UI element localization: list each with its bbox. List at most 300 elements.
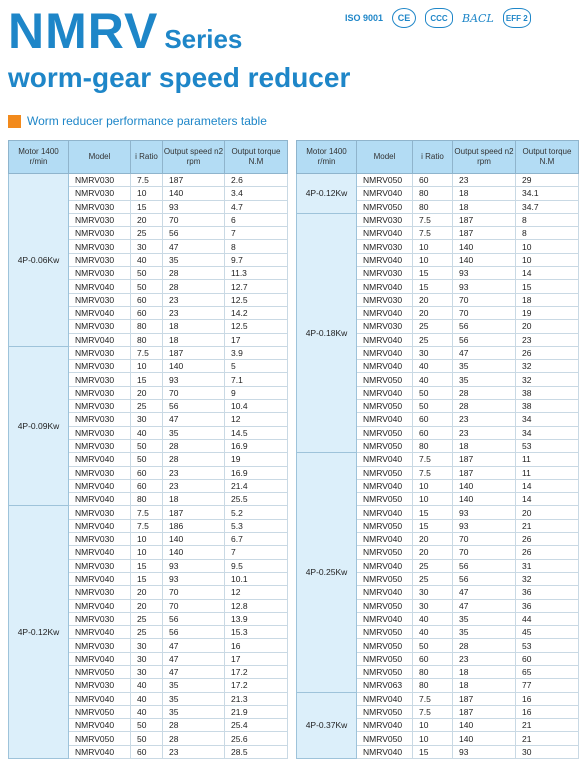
speed-cell: 35	[163, 692, 225, 705]
ratio-cell: 30	[131, 413, 163, 426]
speed-cell: 187	[163, 346, 225, 359]
ratio-cell: 40	[131, 692, 163, 705]
ratio-cell: 80	[131, 493, 163, 506]
model-cell: NMRV030	[357, 293, 413, 306]
speed-cell: 47	[453, 586, 516, 599]
speed-cell: 18	[453, 665, 516, 678]
table-row	[297, 174, 579, 187]
header-motor: Motor 1400 r/min	[297, 141, 357, 174]
model-cell: NMRV030	[69, 174, 131, 187]
ratio-cell: 60	[413, 426, 453, 439]
ratio-cell: 7.5	[413, 453, 453, 466]
speed-cell: 23	[163, 293, 225, 306]
ratio-cell: 10	[413, 479, 453, 492]
model-cell: NMRV050	[357, 652, 413, 665]
speed-cell: 93	[163, 200, 225, 213]
model-cell: NMRV040	[69, 626, 131, 639]
model-cell: NMRV030	[69, 373, 131, 386]
model-cell: NMRV050	[357, 466, 413, 479]
ratio-cell: 25	[131, 227, 163, 240]
speed-cell: 28	[163, 732, 225, 745]
motor-cell: 4P-0.25Kw	[297, 453, 357, 692]
model-cell: NMRV040	[69, 599, 131, 612]
ratio-cell: 20	[131, 599, 163, 612]
torque-cell: 34.1	[516, 187, 579, 200]
model-cell: NMRV030	[69, 240, 131, 253]
speed-cell: 47	[163, 639, 225, 652]
torque-cell: 2.6	[225, 174, 288, 187]
torque-cell: 77	[516, 679, 579, 692]
ratio-cell: 30	[413, 346, 453, 359]
model-cell: NMRV040	[357, 187, 413, 200]
speed-cell: 70	[453, 546, 516, 559]
speed-cell: 35	[453, 373, 516, 386]
torque-cell: 17.2	[225, 679, 288, 692]
ratio-cell: 15	[413, 280, 453, 293]
speed-cell: 56	[453, 320, 516, 333]
model-cell: NMRV040	[357, 612, 413, 625]
ratio-cell: 60	[131, 306, 163, 319]
torque-cell: 17	[225, 652, 288, 665]
speed-cell: 56	[163, 612, 225, 625]
speed-cell: 56	[453, 559, 516, 572]
speed-cell: 187	[453, 692, 516, 705]
speed-cell: 28	[163, 719, 225, 732]
model-cell: NMRV030	[69, 439, 131, 452]
torque-cell: 7	[225, 546, 288, 559]
speed-cell: 23	[163, 479, 225, 492]
certification-logos	[345, 8, 531, 28]
torque-cell: 53	[516, 639, 579, 652]
ratio-cell: 10	[413, 493, 453, 506]
torque-cell: 29	[516, 174, 579, 187]
ratio-cell: 15	[413, 519, 453, 532]
table-row	[297, 692, 579, 705]
torque-cell: 30	[516, 745, 579, 758]
speed-cell: 47	[163, 665, 225, 678]
motor-cell: 4P-0.12Kw	[297, 174, 357, 214]
ratio-cell: 50	[413, 400, 453, 413]
model-cell: NMRV030	[69, 506, 131, 519]
torque-cell: 38	[516, 386, 579, 399]
page-title	[8, 3, 243, 59]
model-cell: NMRV040	[69, 306, 131, 319]
torque-cell: 31	[516, 559, 579, 572]
speed-cell: 18	[453, 439, 516, 452]
title-main: NMRV	[8, 3, 159, 59]
speed-cell: 140	[453, 732, 516, 745]
model-cell: NMRV030	[69, 586, 131, 599]
model-cell: NMRV050	[357, 732, 413, 745]
speed-cell: 28	[163, 453, 225, 466]
torque-cell: 12.5	[225, 293, 288, 306]
torque-cell: 9.5	[225, 559, 288, 572]
torque-cell: 45	[516, 626, 579, 639]
model-cell: NMRV040	[69, 519, 131, 532]
speed-cell: 140	[453, 253, 516, 266]
torque-cell: 34.7	[516, 200, 579, 213]
ratio-cell: 10	[413, 732, 453, 745]
ratio-cell: 20	[131, 386, 163, 399]
ratio-cell: 15	[131, 373, 163, 386]
torque-cell: 10.4	[225, 400, 288, 413]
torque-cell: 9.7	[225, 253, 288, 266]
model-cell: NMRV030	[69, 187, 131, 200]
ratio-cell: 25	[413, 320, 453, 333]
speed-cell: 23	[453, 652, 516, 665]
table-header-row	[9, 141, 288, 174]
ratio-cell: 50	[131, 453, 163, 466]
torque-cell: 16	[225, 639, 288, 652]
torque-cell: 25.6	[225, 732, 288, 745]
ratio-cell: 80	[413, 679, 453, 692]
torque-cell: 14	[516, 493, 579, 506]
header-speed: Output speed n2 rpm	[453, 141, 516, 174]
model-cell: NMRV030	[69, 400, 131, 413]
header-ratio: i Ratio	[131, 141, 163, 174]
torque-cell: 21	[516, 519, 579, 532]
model-cell: NMRV050	[357, 626, 413, 639]
ratio-cell: 40	[413, 360, 453, 373]
ratio-cell: 60	[131, 466, 163, 479]
torque-cell: 12	[225, 413, 288, 426]
model-cell: NMRV040	[357, 692, 413, 705]
speed-cell: 140	[453, 479, 516, 492]
model-cell: NMRV030	[69, 360, 131, 373]
torque-cell: 8	[516, 227, 579, 240]
speed-cell: 18	[163, 333, 225, 346]
torque-cell: 21.9	[225, 705, 288, 718]
speed-cell: 93	[163, 559, 225, 572]
ratio-cell: 40	[131, 705, 163, 718]
speed-cell: 56	[163, 400, 225, 413]
eff2-mark-icon: EFF 2	[503, 8, 531, 28]
model-cell: NMRV040	[357, 719, 413, 732]
speed-cell: 187	[453, 705, 516, 718]
speed-cell: 187	[453, 227, 516, 240]
speed-cell: 70	[163, 213, 225, 226]
speed-cell: 140	[163, 533, 225, 546]
speed-cell: 140	[163, 546, 225, 559]
torque-cell: 17	[225, 333, 288, 346]
model-cell: NMRV040	[357, 346, 413, 359]
model-cell: NMRV050	[357, 599, 413, 612]
model-cell: NMRV063	[357, 679, 413, 692]
torque-cell: 44	[516, 612, 579, 625]
ratio-cell: 60	[131, 479, 163, 492]
torque-cell: 17.2	[225, 665, 288, 678]
torque-cell: 15	[516, 280, 579, 293]
ratio-cell: 30	[131, 665, 163, 678]
model-cell: NMRV040	[357, 745, 413, 758]
model-cell: NMRV040	[357, 559, 413, 572]
speed-cell: 70	[453, 533, 516, 546]
speed-cell: 18	[163, 493, 225, 506]
torque-cell: 14	[516, 267, 579, 280]
header-torque: Output torque N.M	[225, 141, 288, 174]
torque-cell: 53	[516, 439, 579, 452]
model-cell: NMRV050	[357, 665, 413, 678]
model-cell: NMRV030	[69, 200, 131, 213]
ratio-cell: 7.5	[413, 705, 453, 718]
speed-cell: 35	[453, 626, 516, 639]
bacl-mark-icon: BACL	[462, 11, 494, 25]
speed-cell: 56	[163, 227, 225, 240]
performance-table-right	[296, 140, 579, 759]
ratio-cell: 60	[413, 174, 453, 187]
torque-cell: 19	[225, 453, 288, 466]
ratio-cell: 25	[413, 559, 453, 572]
speed-cell: 70	[163, 586, 225, 599]
ratio-cell: 50	[131, 280, 163, 293]
torque-cell: 65	[516, 665, 579, 678]
torque-cell: 12	[225, 586, 288, 599]
ratio-cell: 15	[131, 572, 163, 585]
model-cell: NMRV030	[69, 679, 131, 692]
torque-cell: 26	[516, 546, 579, 559]
torque-cell: 36	[516, 599, 579, 612]
ratio-cell: 80	[131, 333, 163, 346]
torque-cell: 10	[516, 253, 579, 266]
ratio-cell: 30	[131, 639, 163, 652]
speed-cell: 70	[453, 306, 516, 319]
model-cell: NMRV040	[69, 479, 131, 492]
speed-cell: 93	[163, 373, 225, 386]
speed-cell: 140	[163, 360, 225, 373]
torque-cell: 23	[516, 333, 579, 346]
torque-cell: 26	[516, 346, 579, 359]
ratio-cell: 20	[131, 213, 163, 226]
section-heading	[8, 114, 267, 128]
ratio-cell: 20	[413, 546, 453, 559]
model-cell: NMRV040	[69, 745, 131, 758]
torque-cell: 11	[516, 453, 579, 466]
torque-cell: 9	[225, 386, 288, 399]
section-title: Worm reducer performance parameters table	[27, 114, 267, 128]
ratio-cell: 10	[413, 253, 453, 266]
speed-cell: 35	[453, 360, 516, 373]
model-cell: NMRV030	[357, 267, 413, 280]
table-row	[9, 506, 288, 519]
torque-cell: 14.2	[225, 306, 288, 319]
ratio-cell: 10	[131, 533, 163, 546]
motor-cell: 4P-0.18Kw	[297, 213, 357, 452]
ratio-cell: 10	[131, 360, 163, 373]
torque-cell: 3.9	[225, 346, 288, 359]
model-cell: NMRV030	[69, 346, 131, 359]
speed-cell: 18	[453, 187, 516, 200]
speed-cell: 187	[453, 453, 516, 466]
ratio-cell: 30	[413, 586, 453, 599]
model-cell: NMRV040	[357, 253, 413, 266]
speed-cell: 70	[163, 599, 225, 612]
model-cell: NMRV050	[357, 493, 413, 506]
ratio-cell: 40	[413, 612, 453, 625]
model-cell: NMRV040	[357, 506, 413, 519]
model-cell: NMRV040	[357, 306, 413, 319]
motor-cell: 4P-0.06Kw	[9, 174, 69, 347]
torque-cell: 16	[516, 705, 579, 718]
ratio-cell: 20	[413, 306, 453, 319]
ratio-cell: 50	[413, 639, 453, 652]
torque-cell: 7	[225, 227, 288, 240]
torque-cell: 20	[516, 320, 579, 333]
speed-cell: 187	[163, 174, 225, 187]
model-cell: NMRV040	[357, 413, 413, 426]
model-cell: NMRV040	[69, 453, 131, 466]
model-cell: NMRV030	[69, 533, 131, 546]
speed-cell: 140	[453, 493, 516, 506]
torque-cell: 3.4	[225, 187, 288, 200]
speed-cell: 23	[163, 466, 225, 479]
ratio-cell: 50	[131, 732, 163, 745]
table-body-right	[297, 174, 579, 759]
torque-cell: 34	[516, 426, 579, 439]
torque-cell: 14	[516, 479, 579, 492]
ratio-cell: 15	[413, 267, 453, 280]
model-cell: NMRV040	[69, 493, 131, 506]
model-cell: NMRV030	[357, 320, 413, 333]
speed-cell: 28	[163, 280, 225, 293]
speed-cell: 70	[163, 386, 225, 399]
speed-cell: 23	[163, 745, 225, 758]
speed-cell: 93	[453, 745, 516, 758]
table-row	[9, 346, 288, 359]
ratio-cell: 60	[131, 745, 163, 758]
ratio-cell: 10	[413, 240, 453, 253]
torque-cell: 10.1	[225, 572, 288, 585]
model-cell: NMRV030	[69, 559, 131, 572]
speed-cell: 28	[453, 386, 516, 399]
header-torque: Output torque N.M	[516, 141, 579, 174]
model-cell: NMRV040	[69, 719, 131, 732]
motor-cell: 4P-0.37Kw	[297, 692, 357, 758]
ratio-cell: 7.5	[131, 346, 163, 359]
speed-cell: 47	[453, 599, 516, 612]
speed-cell: 47	[163, 652, 225, 665]
model-cell: NMRV040	[69, 692, 131, 705]
torque-cell: 11.3	[225, 267, 288, 280]
torque-cell: 16	[516, 692, 579, 705]
torque-cell: 21	[516, 719, 579, 732]
torque-cell: 13.9	[225, 612, 288, 625]
ratio-cell: 25	[413, 572, 453, 585]
model-cell: NMRV040	[357, 227, 413, 240]
speed-cell: 23	[163, 306, 225, 319]
torque-cell: 12.7	[225, 280, 288, 293]
model-cell: NMRV050	[357, 572, 413, 585]
speed-cell: 47	[163, 240, 225, 253]
speed-cell: 56	[163, 626, 225, 639]
model-cell: NMRV040	[69, 572, 131, 585]
ratio-cell: 20	[413, 533, 453, 546]
model-cell: NMRV030	[69, 253, 131, 266]
ratio-cell: 60	[131, 293, 163, 306]
ratio-cell: 7.5	[413, 692, 453, 705]
speed-cell: 35	[163, 253, 225, 266]
speed-cell: 140	[453, 240, 516, 253]
model-cell: NMRV030	[69, 612, 131, 625]
model-cell: NMRV050	[357, 519, 413, 532]
speed-cell: 35	[163, 426, 225, 439]
torque-cell: 25.4	[225, 719, 288, 732]
model-cell: NMRV050	[357, 546, 413, 559]
torque-cell: 19	[516, 306, 579, 319]
torque-cell: 4.7	[225, 200, 288, 213]
model-cell: NMRV050	[357, 174, 413, 187]
ratio-cell: 60	[413, 652, 453, 665]
ratio-cell: 30	[131, 240, 163, 253]
model-cell: NMRV030	[69, 426, 131, 439]
ratio-cell: 20	[413, 293, 453, 306]
torque-cell: 38	[516, 400, 579, 413]
torque-cell: 20	[516, 506, 579, 519]
speed-cell: 56	[453, 333, 516, 346]
speed-cell: 93	[453, 267, 516, 280]
speed-cell: 35	[163, 705, 225, 718]
speed-cell: 23	[453, 413, 516, 426]
model-cell: NMRV040	[69, 280, 131, 293]
speed-cell: 23	[453, 174, 516, 187]
speed-cell: 18	[453, 679, 516, 692]
ratio-cell: 80	[413, 200, 453, 213]
model-cell: NMRV030	[69, 413, 131, 426]
model-cell: NMRV050	[357, 400, 413, 413]
speed-cell: 140	[453, 719, 516, 732]
torque-cell: 5	[225, 360, 288, 373]
ratio-cell: 40	[413, 373, 453, 386]
speed-cell: 28	[453, 639, 516, 652]
ratio-cell: 30	[131, 652, 163, 665]
ratio-cell: 40	[131, 253, 163, 266]
speed-cell: 70	[453, 293, 516, 306]
ratio-cell: 7.5	[413, 466, 453, 479]
model-cell: NMRV040	[357, 386, 413, 399]
speed-cell: 93	[453, 280, 516, 293]
model-cell: NMRV030	[69, 320, 131, 333]
torque-cell: 14.5	[225, 426, 288, 439]
page-subtitle: worm-gear speed reducer	[8, 62, 351, 93]
table-header-row	[297, 141, 579, 174]
torque-cell: 7.1	[225, 373, 288, 386]
model-cell: NMRV050	[357, 439, 413, 452]
speed-cell: 186	[163, 519, 225, 532]
torque-cell: 18	[516, 293, 579, 306]
torque-cell: 12.5	[225, 320, 288, 333]
table-row	[9, 174, 288, 187]
torque-cell: 32	[516, 360, 579, 373]
iso-9001-mark: ISO 9001	[345, 13, 384, 23]
ratio-cell: 15	[413, 745, 453, 758]
model-cell: NMRV050	[357, 373, 413, 386]
torque-cell: 8	[516, 213, 579, 226]
torque-cell: 6.7	[225, 533, 288, 546]
ratio-cell: 50	[131, 267, 163, 280]
torque-cell: 15.3	[225, 626, 288, 639]
motor-cell: 4P-0.09Kw	[9, 346, 69, 506]
torque-cell: 28.5	[225, 745, 288, 758]
ccc-mark-icon: CCC	[425, 8, 453, 28]
ratio-cell: 50	[131, 719, 163, 732]
model-cell: NMRV030	[69, 213, 131, 226]
torque-cell: 10	[516, 240, 579, 253]
header-model: Model	[69, 141, 131, 174]
ratio-cell: 10	[131, 546, 163, 559]
speed-cell: 18	[163, 320, 225, 333]
title-series: Series	[164, 24, 243, 54]
speed-cell: 35	[163, 679, 225, 692]
ratio-cell: 80	[413, 439, 453, 452]
